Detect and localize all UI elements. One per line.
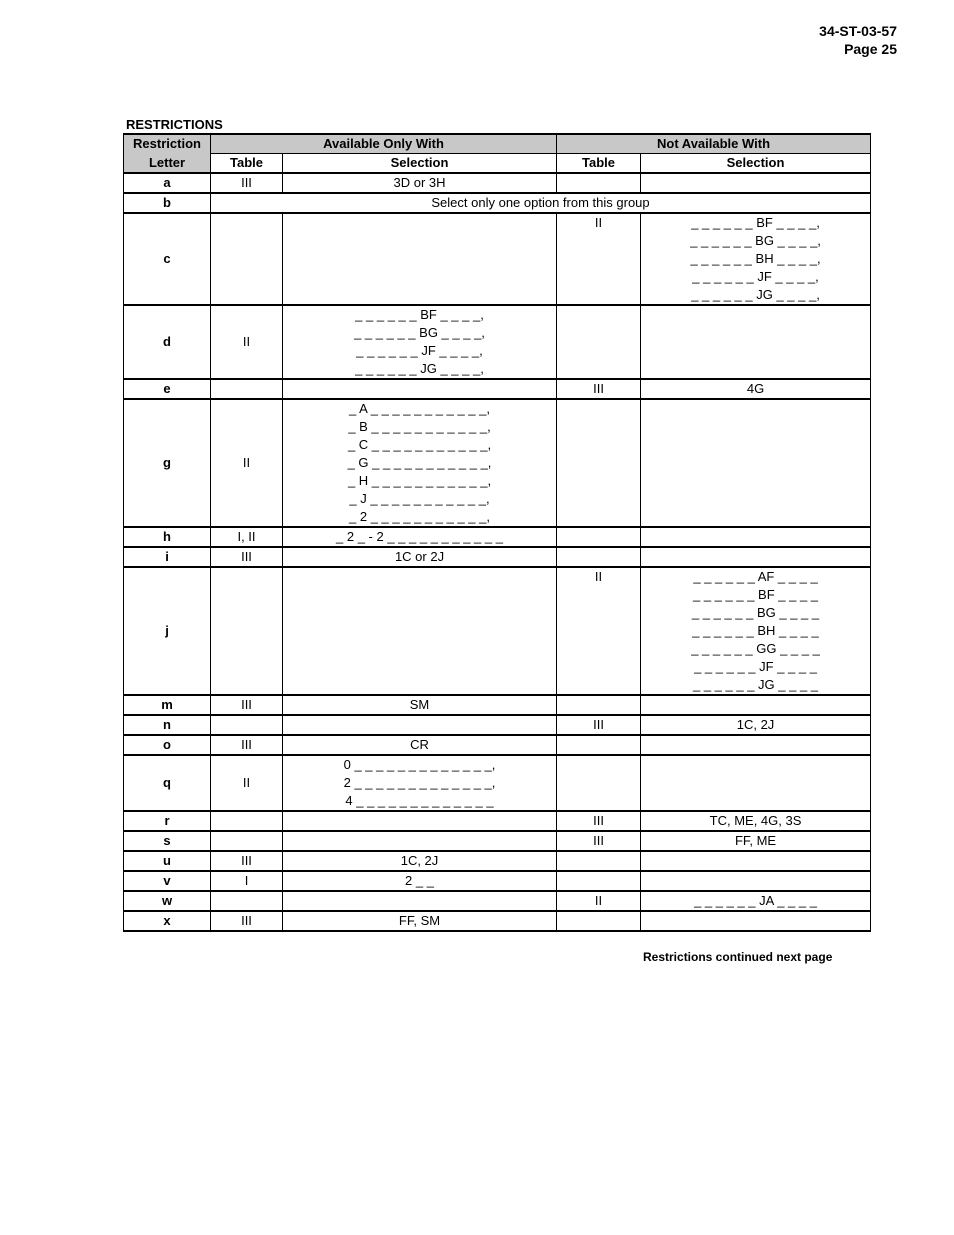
available-selection bbox=[283, 379, 557, 399]
available-table: I bbox=[211, 871, 283, 891]
restriction-letter: j bbox=[124, 567, 211, 695]
available-table: III bbox=[211, 173, 283, 193]
table-row bbox=[124, 547, 871, 567]
selection-line: _ C _ _ _ _ _ _ _ _ _ _ _, bbox=[347, 437, 492, 452]
restrictions-table bbox=[123, 133, 871, 932]
selection-line: _ _ _ _ _ _ JA _ _ _ _ bbox=[694, 893, 817, 908]
selection-line: _ _ _ _ _ _ AF _ _ _ _ bbox=[693, 569, 818, 584]
selection-line: 1C or 2J bbox=[394, 549, 445, 564]
restriction-letter: h bbox=[124, 527, 211, 547]
not-available-table: II bbox=[557, 891, 641, 911]
not-available-table bbox=[557, 735, 641, 755]
available-table: III bbox=[211, 851, 283, 871]
available-selection bbox=[283, 911, 557, 931]
available-selection bbox=[283, 399, 557, 527]
not-available-table bbox=[557, 547, 641, 567]
selection-line: _ _ _ _ _ _ BF _ _ _ _, bbox=[355, 307, 484, 322]
restriction-letter: n bbox=[124, 715, 211, 735]
table-row bbox=[124, 305, 871, 379]
selection-line: 1C, 2J bbox=[736, 717, 775, 732]
not-available-selection bbox=[641, 851, 871, 871]
available-selection bbox=[283, 891, 557, 911]
not-available-selection bbox=[641, 527, 871, 547]
selection-line: _ 2 _ - 2 _ _ _ _ _ _ _ _ _ _ _ bbox=[336, 529, 503, 544]
restriction-letter: a bbox=[124, 173, 211, 193]
restriction-letter: s bbox=[124, 831, 211, 851]
available-selection bbox=[283, 305, 557, 379]
available-table bbox=[211, 831, 283, 851]
available-table bbox=[211, 715, 283, 735]
selection-line: 2 _ _ bbox=[405, 873, 434, 888]
not-available-table bbox=[557, 755, 641, 811]
not-available-selection bbox=[641, 735, 871, 755]
selection-line: _ H _ _ _ _ _ _ _ _ _ _ _, bbox=[347, 473, 492, 488]
not-available-selection bbox=[641, 213, 871, 305]
selection-line: _ _ _ _ _ _ JF _ _ _ _, bbox=[692, 269, 819, 284]
available-selection bbox=[283, 735, 557, 755]
restriction-letter: o bbox=[124, 735, 211, 755]
restriction-letter: v bbox=[124, 871, 211, 891]
available-table bbox=[211, 891, 283, 911]
header-available-only-with: Available Only With bbox=[211, 134, 557, 154]
restrictions-rows bbox=[124, 173, 871, 931]
not-available-selection bbox=[641, 305, 871, 379]
available-table bbox=[211, 567, 283, 695]
selection-line: _ _ _ _ _ _ BF _ _ _ _ bbox=[693, 587, 819, 602]
table-row bbox=[124, 831, 871, 851]
selection-line: FF, SM bbox=[398, 913, 441, 928]
table-row bbox=[124, 735, 871, 755]
restriction-letter: c bbox=[124, 213, 211, 305]
header-avail-table: Table bbox=[211, 154, 283, 174]
selection-line: _ A _ _ _ _ _ _ _ _ _ _ _, bbox=[349, 401, 490, 416]
not-available-table bbox=[557, 173, 641, 193]
available-selection bbox=[283, 547, 557, 567]
table-row bbox=[124, 851, 871, 871]
not-available-table bbox=[557, 305, 641, 379]
selection-line: _ G _ _ _ _ _ _ _ _ _ _ _, bbox=[347, 455, 492, 470]
restriction-letter: q bbox=[124, 755, 211, 811]
selection-line: _ 2 _ _ _ _ _ _ _ _ _ _ _, bbox=[349, 509, 490, 524]
selection-line: _ _ _ _ _ _ JG _ _ _ _ bbox=[693, 677, 819, 692]
available-selection bbox=[283, 715, 557, 735]
selection-line: _ _ _ _ _ _ JG _ _ _ _, bbox=[355, 361, 484, 376]
not-available-table: II bbox=[557, 567, 641, 695]
available-table: III bbox=[211, 695, 283, 715]
selection-line: 4 _ _ _ _ _ _ _ _ _ _ _ _ _ bbox=[345, 793, 494, 808]
not-available-selection bbox=[641, 715, 871, 735]
header-not-available-with: Not Available With bbox=[557, 134, 871, 154]
selection-line: 1C, 2J bbox=[400, 853, 439, 868]
restriction-letter: d bbox=[124, 305, 211, 379]
not-available-selection bbox=[641, 399, 871, 527]
selection-line: FF, ME bbox=[734, 833, 777, 848]
available-table: III bbox=[211, 911, 283, 931]
available-selection bbox=[283, 851, 557, 871]
not-available-selection bbox=[641, 831, 871, 851]
available-table bbox=[211, 213, 283, 305]
table-row bbox=[124, 891, 871, 911]
available-table: I, II bbox=[211, 527, 283, 547]
selection-line: 0 _ _ _ _ _ _ _ _ _ _ _ _ _, bbox=[343, 757, 496, 772]
restriction-note: Select only one option from this group bbox=[211, 193, 871, 213]
page-header bbox=[819, 22, 897, 58]
not-available-table bbox=[557, 871, 641, 891]
selection-line: _ _ _ _ _ _ GG _ _ _ _ bbox=[691, 641, 820, 656]
page-number: Page 25 bbox=[844, 41, 897, 57]
selection-line: _ _ _ _ _ _ BG _ _ _ _, bbox=[690, 233, 821, 248]
table-row bbox=[124, 173, 871, 193]
not-available-table bbox=[557, 911, 641, 931]
available-selection bbox=[283, 527, 557, 547]
not-available-table: III bbox=[557, 715, 641, 735]
table-row bbox=[124, 811, 871, 831]
not-available-table: III bbox=[557, 811, 641, 831]
available-table bbox=[211, 379, 283, 399]
not-available-selection bbox=[641, 695, 871, 715]
restriction-letter: w bbox=[124, 891, 211, 911]
selection-line: CR bbox=[410, 737, 429, 752]
header-not-selection: Selection bbox=[641, 154, 871, 174]
document-number: 34-ST-03-57 bbox=[819, 23, 897, 39]
restriction-letter: x bbox=[124, 911, 211, 931]
header-restriction: Restriction bbox=[124, 134, 211, 154]
header-avail-selection: Selection bbox=[283, 154, 557, 174]
section-title: RESTRICTIONS bbox=[126, 117, 223, 132]
selection-line: _ _ _ _ _ _ BG _ _ _ _ bbox=[691, 605, 820, 620]
not-available-selection bbox=[641, 755, 871, 811]
table-row bbox=[124, 193, 871, 213]
selection-line: _ J _ _ _ _ _ _ _ _ _ _ _, bbox=[349, 491, 490, 506]
selection-line: _ _ _ _ _ _ JG _ _ _ _, bbox=[691, 287, 820, 302]
restriction-letter: g bbox=[124, 399, 211, 527]
not-available-selection bbox=[641, 891, 871, 911]
table-row bbox=[124, 695, 871, 715]
not-available-table: III bbox=[557, 379, 641, 399]
selection-line: SM bbox=[409, 697, 430, 712]
table-row bbox=[124, 911, 871, 931]
selection-line: _ B _ _ _ _ _ _ _ _ _ _ _, bbox=[348, 419, 491, 434]
available-selection bbox=[283, 871, 557, 891]
table-row bbox=[124, 399, 871, 527]
available-table: III bbox=[211, 735, 283, 755]
not-available-table bbox=[557, 695, 641, 715]
restriction-letter: i bbox=[124, 547, 211, 567]
header-not-table: Table bbox=[557, 154, 641, 174]
selection-line: _ _ _ _ _ _ JF _ _ _ _ bbox=[694, 659, 817, 674]
selection-line: _ _ _ _ _ _ BH _ _ _ _, bbox=[690, 251, 821, 266]
table-row bbox=[124, 379, 871, 399]
available-selection bbox=[283, 831, 557, 851]
available-selection bbox=[283, 213, 557, 305]
restriction-letter: r bbox=[124, 811, 211, 831]
not-available-table bbox=[557, 399, 641, 527]
restriction-letter: m bbox=[124, 695, 211, 715]
selection-line: _ _ _ _ _ _ BF _ _ _ _, bbox=[691, 215, 820, 230]
not-available-selection bbox=[641, 811, 871, 831]
table-row bbox=[124, 755, 871, 811]
restriction-letter: b bbox=[124, 193, 211, 213]
table-row bbox=[124, 567, 871, 695]
table-row bbox=[124, 213, 871, 305]
available-selection bbox=[283, 173, 557, 193]
header-letter: Letter bbox=[124, 154, 211, 174]
available-selection bbox=[283, 755, 557, 811]
available-table: II bbox=[211, 755, 283, 811]
selection-line: _ _ _ _ _ _ JF _ _ _ _, bbox=[356, 343, 483, 358]
restriction-letter: e bbox=[124, 379, 211, 399]
table-row bbox=[124, 871, 871, 891]
not-available-selection bbox=[641, 547, 871, 567]
available-selection bbox=[283, 811, 557, 831]
not-available-table bbox=[557, 851, 641, 871]
table-row bbox=[124, 527, 871, 547]
selection-line: 4G bbox=[746, 381, 765, 396]
not-available-selection bbox=[641, 173, 871, 193]
not-available-table: III bbox=[557, 831, 641, 851]
not-available-selection bbox=[641, 567, 871, 695]
not-available-table: II bbox=[557, 213, 641, 305]
available-selection bbox=[283, 567, 557, 695]
available-table bbox=[211, 811, 283, 831]
not-available-selection bbox=[641, 871, 871, 891]
not-available-selection bbox=[641, 911, 871, 931]
selection-line: _ _ _ _ _ _ BH _ _ _ _ bbox=[692, 623, 819, 638]
continued-note: Restrictions continued next page bbox=[643, 950, 833, 964]
available-table: II bbox=[211, 399, 283, 527]
restriction-letter: u bbox=[124, 851, 211, 871]
selection-line: TC, ME, 4G, 3S bbox=[709, 813, 802, 828]
selection-line: 2 _ _ _ _ _ _ _ _ _ _ _ _ _, bbox=[343, 775, 496, 790]
available-table: II bbox=[211, 305, 283, 379]
available-selection bbox=[283, 695, 557, 715]
not-available-selection bbox=[641, 379, 871, 399]
selection-line: _ _ _ _ _ _ BG _ _ _ _, bbox=[354, 325, 485, 340]
table-row bbox=[124, 715, 871, 735]
not-available-table bbox=[557, 527, 641, 547]
selection-line: 3D or 3H bbox=[393, 175, 446, 190]
available-table: III bbox=[211, 547, 283, 567]
